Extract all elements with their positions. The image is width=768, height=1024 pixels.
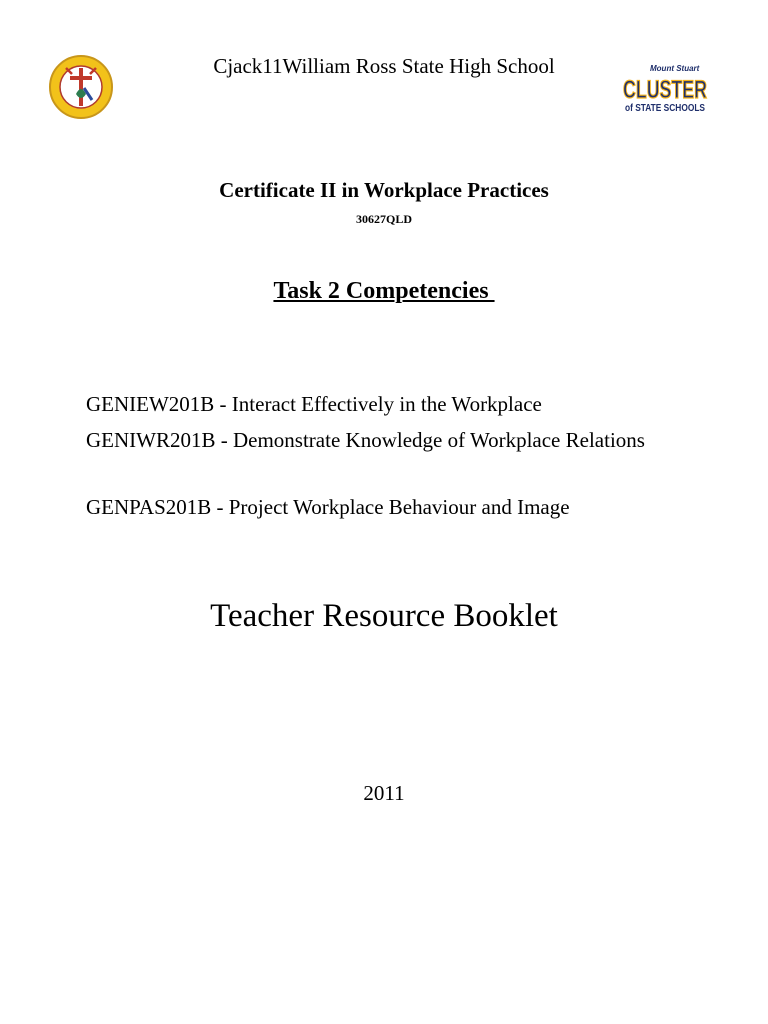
certificate-title: Certificate II in Workplace Practices [219,178,549,202]
task-title [0,278,768,305]
cluster-logo-main-text: CLUSTER [623,76,707,104]
booklet-title: Teacher Resource Booklet [210,598,558,634]
competency-item: GENPAS201B - Project Workplace Behaviour and Image [86,495,570,519]
cluster-logo-bottom-text: of STATE SCHOOLS [625,103,706,114]
cluster-logo-top-text: Mount Stuart [650,64,700,73]
year: 2011 [363,781,405,805]
competency-item: GENIEW201B - Interact Effectively in the Workplace [86,392,542,416]
task-title-text: Task 2 Competencies [273,278,495,304]
certificate-code: 30627QLD [355,212,412,226]
competency-item: GENIWR201B - Demonstrate Knowledge of Workplace Relations [86,428,645,452]
cluster-logo [622,60,708,114]
school-name: Cjack11William Ross State High School [213,54,555,78]
